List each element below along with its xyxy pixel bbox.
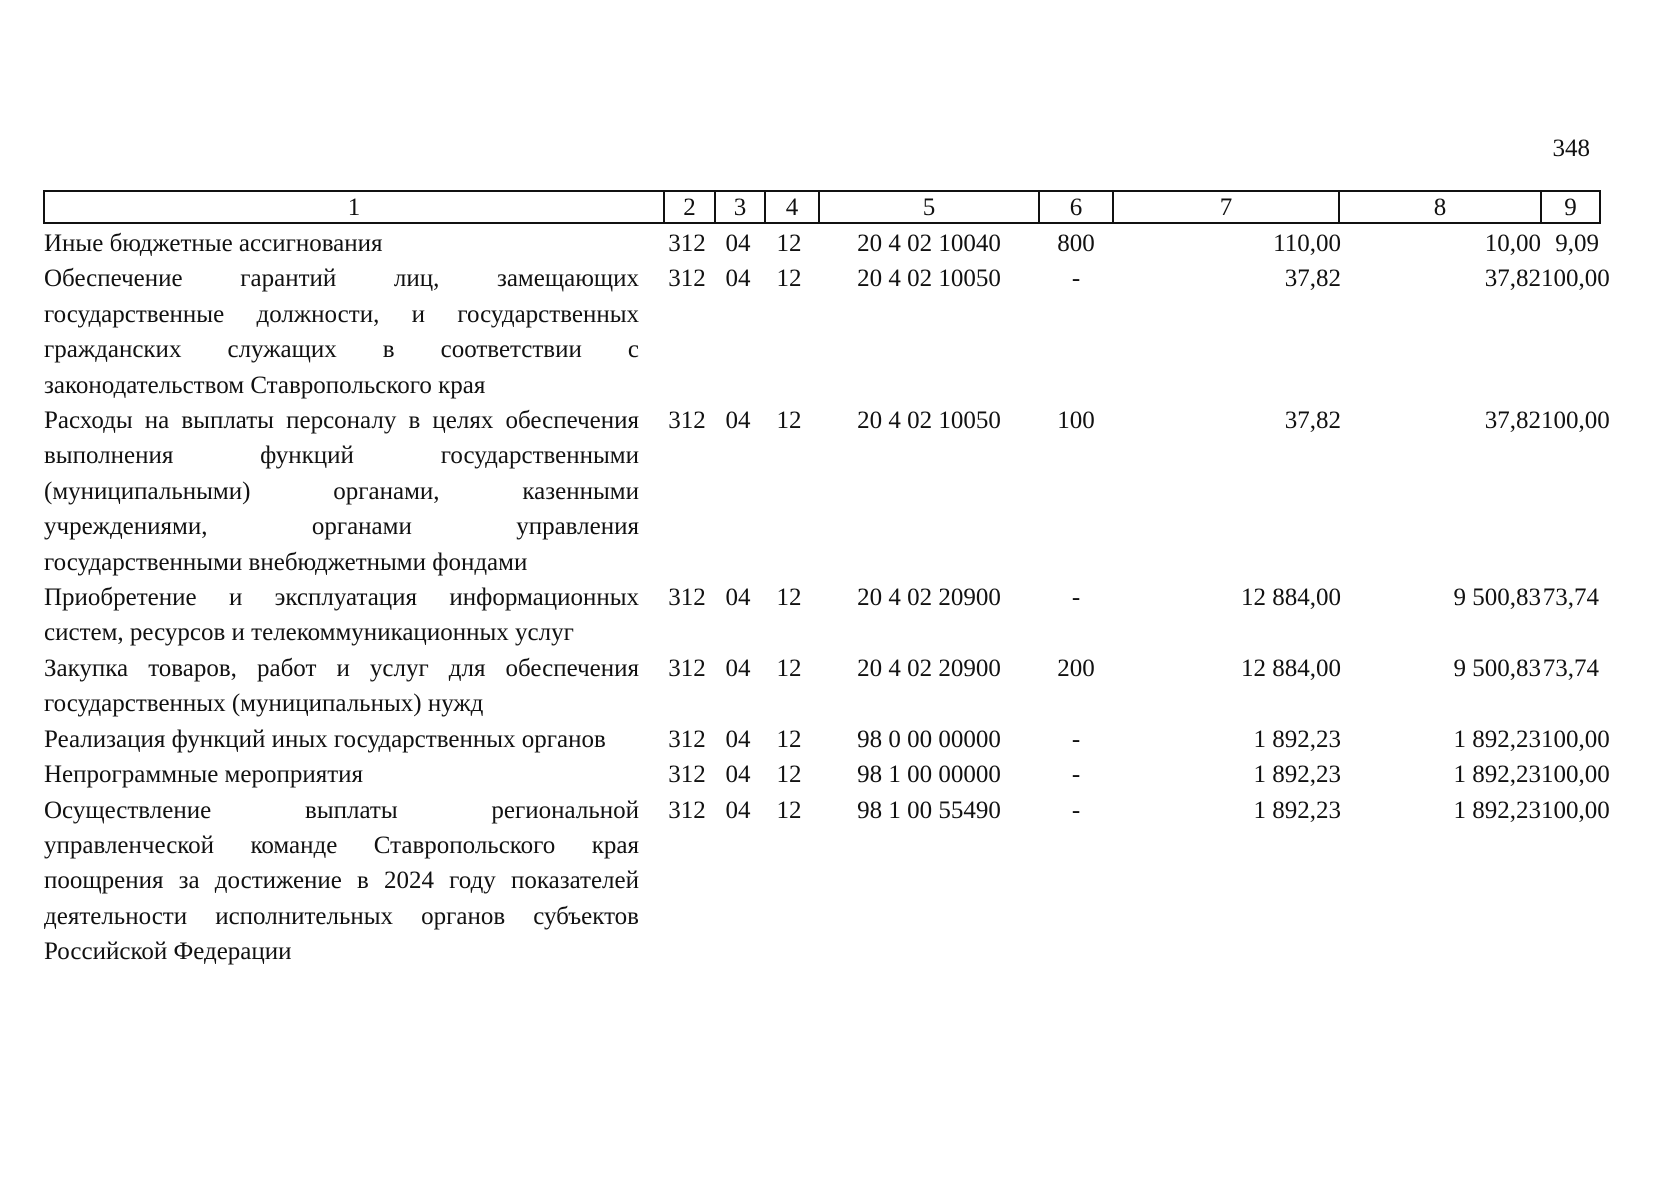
cell-col-4: 12	[776, 725, 802, 753]
header-col-1: 1	[45, 192, 665, 222]
cell-col-8: 9 500,83	[1453, 584, 1541, 612]
cell-col-6: -	[1071, 796, 1081, 824]
cell-col-8: 37,82	[1484, 407, 1541, 435]
row-description: Обеспечение гарантий лиц, замещающих государственные должности, и государственных гражданских служащих в соответствии с законодательством Ставропольского края	[44, 265, 639, 399]
header-col-2: 2	[665, 192, 716, 222]
cell-col-5: 20 4 02 20900	[857, 654, 1001, 682]
cell-col-7: 1 892,23	[1253, 796, 1341, 824]
header-col-5: 5	[820, 192, 1040, 222]
cell-col-6: 100	[1057, 407, 1095, 435]
cell-col-4: 12	[776, 654, 802, 682]
cell-col-4: 12	[776, 584, 802, 612]
cell-col-7: 37,82	[1284, 407, 1341, 435]
table-row	[44, 403, 1610, 580]
row-description: Иные бюджетные ассигнования	[44, 230, 383, 257]
header-col-3: 3	[716, 192, 766, 222]
cell-col-4: 12	[776, 761, 802, 789]
cell-col-2: 312	[668, 584, 706, 612]
cell-col-6: -	[1071, 584, 1081, 612]
cell-col-6: 800	[1057, 230, 1095, 257]
cell-col-5: 98 0 00 00000	[857, 725, 1001, 753]
cell-col-2: 312	[668, 407, 706, 435]
cell-col-3: 04	[725, 584, 751, 612]
cell-col-8: 37,82	[1484, 265, 1541, 293]
cell-col-7: 1 892,23	[1253, 725, 1341, 753]
cell-col-7: 12 884,00	[1241, 654, 1341, 682]
header-col-4: 4	[766, 192, 820, 222]
cell-col-9: 9,09	[1555, 230, 1599, 257]
cell-col-8: 9 500,83	[1453, 654, 1541, 682]
cell-col-9: 73,74	[1542, 584, 1599, 612]
cell-col-8: 1 892,23	[1453, 761, 1541, 789]
cell-col-3: 04	[725, 265, 751, 293]
cell-col-2: 312	[668, 725, 706, 753]
cell-col-7: 110,00	[1273, 230, 1341, 257]
cell-col-6: 200	[1057, 654, 1095, 682]
cell-col-5: 20 4 02 10050	[857, 407, 1001, 435]
header-col-7: 7	[1114, 192, 1340, 222]
cell-col-9: 73,74	[1542, 654, 1599, 682]
cell-col-6: -	[1071, 265, 1081, 293]
table-body	[44, 226, 1610, 970]
cell-col-3: 04	[725, 654, 751, 682]
table-row	[44, 651, 1600, 722]
cell-col-3: 04	[725, 230, 751, 257]
cell-col-2: 312	[668, 796, 706, 824]
cell-col-3: 04	[725, 796, 751, 824]
cell-col-3: 04	[725, 725, 751, 753]
cell-col-9: 100,00	[1541, 761, 1610, 789]
cell-col-5: 98 1 00 55490	[857, 796, 1001, 824]
table-row	[44, 793, 1610, 970]
cell-col-3: 04	[725, 761, 751, 789]
cell-col-9: 100,00	[1541, 407, 1610, 435]
row-description: Осуществление выплаты региональной управленческой команде Ставропольского края поощрения за достижение в 2024 году показателей деятельности исполнительных органов субъектов Российской Федерации	[44, 796, 639, 966]
cell-col-3: 04	[725, 407, 751, 435]
cell-col-8: 1 892,23	[1453, 725, 1541, 753]
cell-col-9: 100,00	[1541, 265, 1610, 293]
header-col-8: 8	[1340, 192, 1542, 222]
cell-col-5: 98 1 00 00000	[857, 761, 1001, 789]
cell-col-9: 100,00	[1541, 796, 1610, 824]
table-row	[44, 580, 1600, 651]
cell-col-5: 20 4 02 10050	[857, 265, 1001, 293]
header-col-6: 6	[1040, 192, 1114, 222]
cell-col-2: 312	[668, 265, 706, 293]
table-row	[44, 722, 1610, 757]
table-row	[44, 226, 1600, 261]
row-description: Расходы на выплаты персоналу в целях обеспечения выполнения функций государственными (муниципальными) органами, казенными учреждениями, органами управления государственными внебюджетными фондами	[44, 407, 639, 576]
table-header	[43, 190, 1601, 224]
table-row	[44, 757, 1610, 792]
cell-col-6: -	[1071, 761, 1081, 789]
cell-col-2: 312	[668, 761, 706, 789]
cell-col-2: 312	[668, 230, 706, 257]
row-description: Приобретение и эксплуатация информационных систем, ресурсов и телекоммуникационных услуг	[44, 584, 639, 647]
page-number: 348	[1552, 135, 1590, 162]
table-row	[44, 261, 1610, 403]
cell-col-4: 12	[776, 230, 802, 257]
cell-col-7: 12 884,00	[1241, 584, 1341, 612]
row-description: Реализация функций иных государственных органов	[44, 725, 606, 753]
cell-col-7: 1 892,23	[1253, 761, 1341, 789]
cell-col-4: 12	[776, 407, 802, 435]
row-description: Непрограммные мероприятия	[44, 761, 364, 789]
cell-col-5: 20 4 02 10040	[857, 230, 1001, 257]
cell-col-8: 1 892,23	[1453, 796, 1541, 824]
cell-col-4: 12	[776, 265, 802, 293]
cell-col-9: 100,00	[1541, 725, 1610, 753]
cell-col-7: 37,82	[1284, 265, 1341, 293]
cell-col-4: 12	[776, 796, 802, 824]
row-description: Закупка товаров, работ и услуг для обеспечения государственных (муниципальных) нужд	[44, 654, 639, 718]
cell-col-2: 312	[668, 654, 706, 682]
cell-col-5: 20 4 02 20900	[857, 584, 1001, 612]
header-col-9: 9	[1564, 194, 1577, 221]
cell-col-6: -	[1071, 725, 1081, 753]
cell-col-8: 10,00	[1484, 230, 1541, 257]
